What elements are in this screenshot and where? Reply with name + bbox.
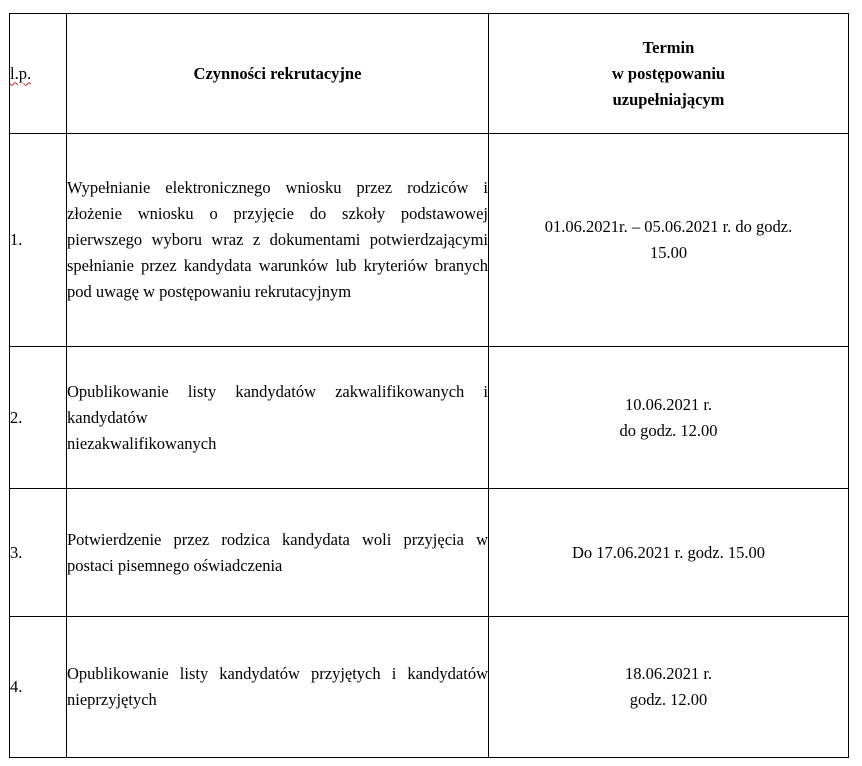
header-date-line: uzupełniającym xyxy=(612,89,725,109)
activity-text: Potwierdzenie przez rodzica kandydata woli przyjęcia w postaci pisemnego oświadczenia xyxy=(67,529,488,575)
table-row xyxy=(10,489,849,617)
table-row xyxy=(10,347,849,489)
table-row xyxy=(10,617,849,758)
header-date-line: w postępowaniu xyxy=(611,63,726,83)
header-lp-cell xyxy=(10,14,67,134)
date-text: 10.06.2021 r. xyxy=(624,394,713,414)
date-text: Do 17.06.2021 r. godz. 15.00 xyxy=(572,542,765,562)
row-number-cell xyxy=(10,347,67,489)
activity-text: Wypełnianie elektronicznego wniosku przez rodziców i złożenie wniosku o przyjęcie do szkoły podstawowej pierwszego wyboru wraz z dokumentami potwierdzającymi spełnianie przez kandydata warunków lub kryteriów branych pod uwagę w postępowaniu rekrutacyjnym xyxy=(67,178,488,301)
date-text: do godz. 12.00 xyxy=(619,420,718,440)
activity-text: Opublikowanie listy kandydatów przyjętych i kandydatów nieprzyjętych xyxy=(67,664,488,709)
activity-cell xyxy=(67,134,489,347)
date-cell xyxy=(489,134,849,347)
date-text: godz. 12.00 xyxy=(629,690,708,709)
date-text: 15.00 xyxy=(649,243,688,262)
activity-cell xyxy=(67,347,489,489)
row-number-cell xyxy=(10,489,67,617)
row-number: 2. xyxy=(10,407,23,427)
date-text: 01.06.2021r. – 05.06.2021 r. do godz. xyxy=(544,217,793,236)
header-activity-label: Czynności rekrutacyjne xyxy=(193,63,362,83)
activity-cell xyxy=(67,489,489,617)
date-cell xyxy=(489,347,849,489)
date-text: 18.06.2021 r. xyxy=(624,664,713,683)
header-activity-cell xyxy=(67,14,489,134)
row-number: 3. xyxy=(10,542,23,562)
row-number-cell xyxy=(10,134,67,347)
header-lp-label: l.p. xyxy=(10,63,32,83)
header-date-line: Termin xyxy=(642,37,695,57)
date-cell xyxy=(489,617,849,758)
row-number-cell xyxy=(10,617,67,758)
recruitment-schedule-table xyxy=(9,13,849,758)
table-header-row xyxy=(10,14,849,134)
activity-text-tail: niezakwalifikowanych xyxy=(67,433,217,453)
activity-cell xyxy=(67,617,489,758)
activity-text: Opublikowanie listy kandydatów zakwalifikowanych i kandydatów xyxy=(67,381,488,427)
header-date-cell xyxy=(489,14,849,134)
row-number: 1. xyxy=(10,230,23,249)
date-cell xyxy=(489,489,849,617)
table-row xyxy=(10,134,849,347)
row-number: 4. xyxy=(10,677,23,696)
